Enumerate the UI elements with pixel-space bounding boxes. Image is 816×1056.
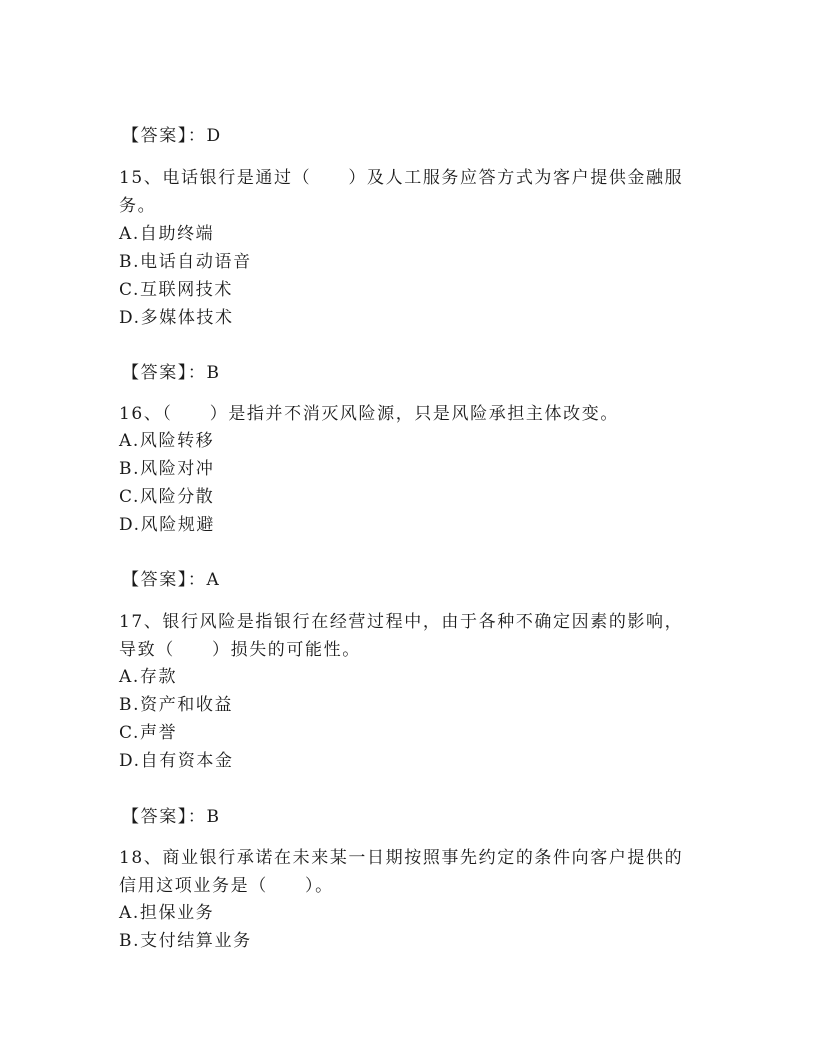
question-18-line1: 18、商业银行承诺在未来某一日期按照事先约定的条件向客户提供的 (119, 848, 684, 868)
option-15-c: C.互联网技术 (119, 280, 234, 300)
option-16-c: C.风险分散 (119, 487, 215, 507)
option-16-d: D.风险规避 (119, 515, 216, 535)
answer-14: 【答案】：D (122, 126, 222, 146)
option-18-b: B.支付结算业务 (119, 931, 252, 951)
question-15-line2: 务。 (119, 196, 157, 216)
option-17-a: A.存款 (119, 667, 178, 687)
answer-15: 【答案】：B (122, 363, 221, 383)
option-17-b: B.资产和收益 (119, 695, 234, 715)
option-17-d: D.自有资本金 (119, 751, 234, 771)
answer-17: 【答案】：B (122, 807, 221, 827)
question-18-line2: 信用这项业务是（ ）。 (119, 876, 334, 896)
question-15-line1: 15、电话银行是通过（ ）及人工服务应答方式为客户提供金融服 (119, 168, 684, 188)
option-16-a: A.风险转移 (119, 431, 215, 451)
answer-16: 【答案】：A (122, 570, 221, 590)
option-15-b: B.电话自动语音 (119, 252, 252, 272)
option-15-d: D.多媒体技术 (119, 308, 234, 328)
option-17-c: C.声誉 (119, 723, 178, 743)
option-16-b: B.风险对冲 (119, 459, 215, 479)
question-16-line1: 16、（ ）是指并不消灭风险源，只是风险承担主体改变。 (119, 404, 619, 424)
option-18-a: A.担保业务 (119, 903, 215, 923)
option-15-a: A.自助终端 (119, 224, 215, 244)
question-17-line2: 导致（ ）损失的可能性。 (119, 640, 361, 660)
question-17-line1: 17、银行风险是指银行在经营过程中，由于各种不确定因素的影响， (119, 612, 684, 632)
